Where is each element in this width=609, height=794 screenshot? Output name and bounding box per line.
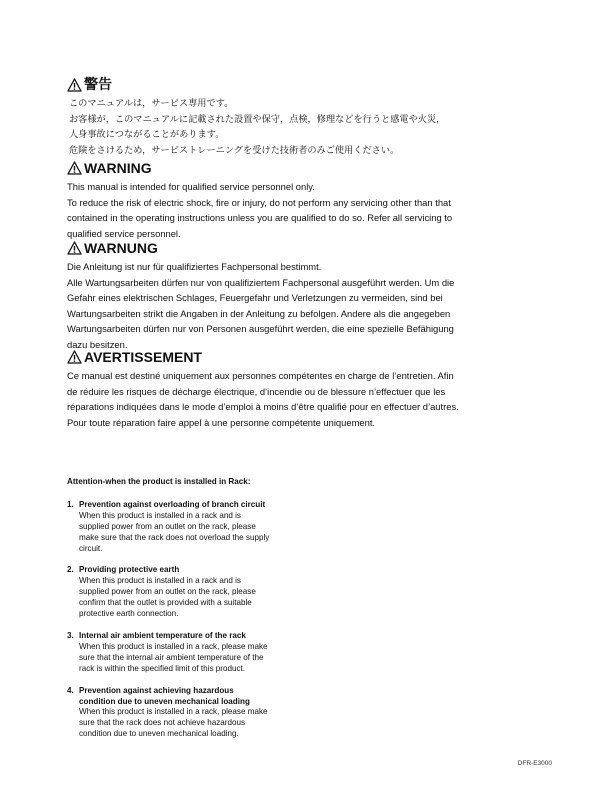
section-heading	[67, 348, 497, 366]
rack-item	[67, 631, 307, 675]
warning-triangle-icon	[67, 241, 82, 255]
rack-item-text: When this product is installed in a rack, please make	[79, 707, 268, 717]
rack-item-heading: Prevention against overloading of branch circuit	[79, 499, 266, 509]
rack-item-text: When this product is installed in a rack, please make	[79, 641, 268, 651]
warning-triangle-icon	[67, 78, 82, 92]
rack-item-content	[79, 631, 307, 675]
body-line: このマニュアルは，サービス専用です。	[69, 98, 234, 109]
rack-item-content	[79, 500, 307, 555]
rack-item-number: 2.	[67, 565, 74, 575]
rack-item	[67, 686, 307, 741]
body-line: réparations indiquées dans le mode d’emploi à moins d’être qualifié pour en effectuer d’autres.	[67, 401, 459, 413]
rack-item-text: sure that the internal air ambient temperature of the	[79, 652, 264, 662]
body-line: Alle Wartungsarbeiten dürfen nur von qualifiziertem Fachpersonal ausgeführt werden. Um die	[67, 276, 455, 288]
rack-item-number: 1.	[67, 499, 74, 509]
rack-attention-block	[67, 477, 307, 751]
body-line: Wartungsarbeiten strikt die Angaben in der Anleitung zu befolgen. Andere als die angegeben	[67, 307, 451, 319]
body-line: Pour toute réparation faire appel à une personne compétente uniquement.	[67, 416, 376, 428]
body-line: Gefahr eines elektrischen Schlages, Feuergefahr und Verletzungen zu vermeiden, sind bei	[67, 292, 443, 304]
section-heading-text: AVERTISSEMENT	[84, 349, 202, 365]
rack-item-heading: Providing protective earth	[79, 565, 180, 575]
warning-section-japanese	[67, 76, 497, 158]
body-line: contained in the operating instructions unless you are qualified to do so. Refer all servicing to	[67, 212, 453, 224]
model-number: DFR-E3000	[517, 760, 552, 767]
body-line: This manual is intended for qualified service personnel only.	[67, 181, 315, 192]
rack-item	[67, 500, 307, 555]
rack-item-heading: Prevention against achieving hazardous	[79, 685, 234, 695]
section-heading-text: WARNUNG	[84, 240, 158, 256]
body-line: 危険をさけるため，サービストレーニングを受けた技術者のみご使用ください。	[69, 144, 400, 156]
section-heading-text: 警告	[84, 77, 112, 93]
section-heading	[67, 76, 497, 94]
rack-item-text: supplied power from an outlet on the rack, please	[79, 521, 256, 531]
rack-item-text: make sure that the rack does not overload the supply	[79, 532, 270, 542]
rack-item-content	[79, 565, 307, 620]
rack-item-number: 3.	[67, 630, 74, 640]
body-line: dazu besitzen.	[67, 338, 128, 350]
warning-triangle-icon	[67, 161, 82, 175]
rack-item-text: When this product is installed in a rack and is	[79, 510, 241, 520]
section-heading	[67, 159, 497, 177]
rack-attention-title: Attention-when the product is installed in Rack:	[67, 477, 251, 486]
body-line: Wartungsarbeiten dürfen nur von Personen ausgeführt werden, die eine spezielle Befähigung	[67, 323, 454, 335]
rack-item-text: circuit.	[79, 543, 103, 553]
section-heading	[67, 239, 497, 257]
warning-section-german	[67, 239, 497, 353]
rack-item-text: supplied power from an outlet on the rack, please	[79, 587, 256, 597]
rack-item-heading: condition due to uneven mechanical loading	[79, 696, 250, 706]
rack-item-text: sure that the rack does not achieve hazardous	[79, 718, 246, 728]
body-line: To reduce the risk of electric shock, fire or injury, do not perform any servicing other than that	[67, 196, 451, 208]
warning-triangle-icon	[67, 350, 82, 364]
body-line: 人身事故につながることがあります。	[69, 129, 225, 141]
body-line: qualified service personnel.	[67, 227, 181, 239]
warning-section-english	[67, 159, 497, 241]
rack-item-text: rack is within the specified limit of this product.	[79, 663, 245, 673]
body-line: お客様が，このマニュアルに記載された設置や保守，点検，修理などを行うと感電や火災，	[69, 113, 446, 125]
rack-item-number: 4.	[67, 685, 74, 695]
warning-section-french	[67, 348, 497, 430]
rack-item-text: When this product is installed in a rack and is	[79, 576, 241, 586]
rack-item-text: condition due to uneven mechanical loading.	[79, 729, 239, 739]
rack-item-heading: Internal air ambient temperature of the rack	[79, 630, 246, 640]
body-line: Die Anleitung ist nur für qualifiziertes Fachpersonal bestimmt.	[67, 261, 322, 272]
body-line: Ce manual est destiné uniquement aux personnes compétentes en charge de l’entretien. Afin	[67, 370, 454, 381]
body-line: de réduire les risques de décharge électrique, d’incendie ou de blessure n’effectuer que les	[67, 385, 446, 397]
section-heading-text: WARNING	[84, 160, 152, 176]
rack-item-text: confirm that the outlet is provided with a suitable	[79, 598, 252, 608]
rack-item-content	[79, 686, 307, 741]
rack-item-text: protective earth connection.	[79, 609, 179, 619]
rack-item	[67, 565, 307, 620]
